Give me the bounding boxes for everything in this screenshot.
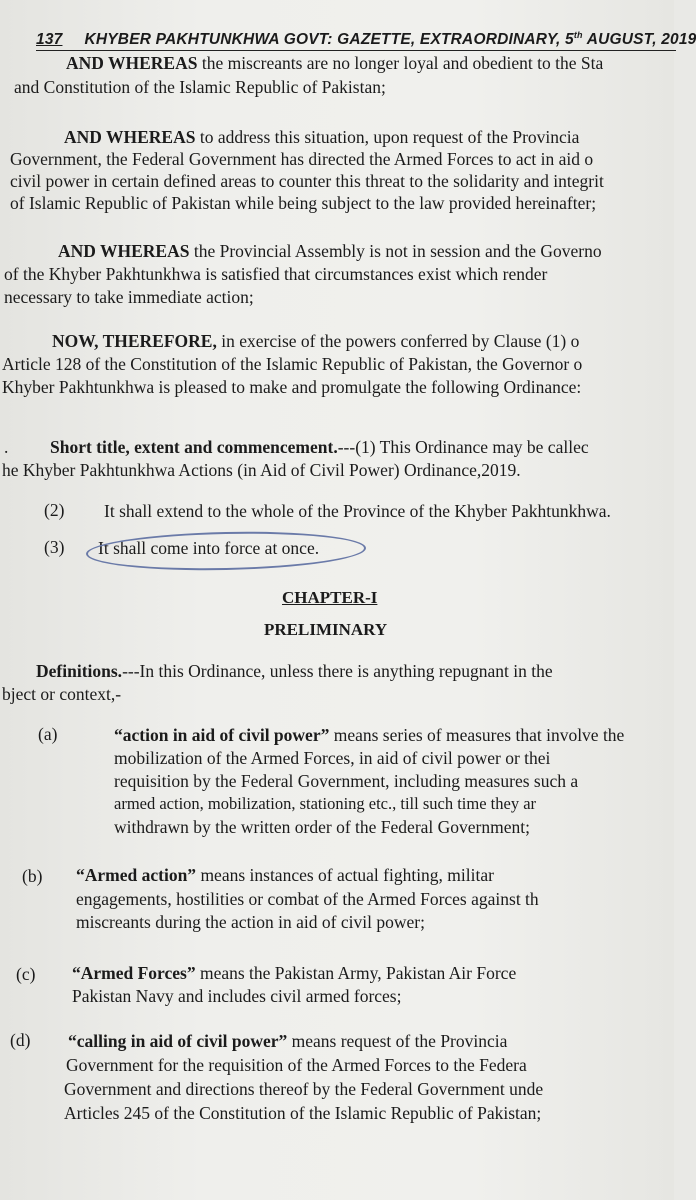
chapter-title: CHAPTER-I (282, 588, 378, 607)
def-b-term: “Armed action” (76, 865, 197, 885)
p4-line1 (52, 330, 579, 352)
p2-line1 (64, 126, 579, 148)
p4-text1: in exercise of the powers conferred by Clause (1) o (216, 331, 580, 351)
def-b-line2: engagements, hostilities or combat of the Armed Forces against th (76, 889, 539, 909)
definitions-text1: ---In this Ordinance, unless there is anything repugnant in the (122, 661, 553, 681)
def-d-line3: Government and directions thereof by the Federal Government unde (64, 1079, 544, 1099)
def-b-text1: means instances of actual fighting, militar (196, 865, 494, 885)
def-d-number: (d) (10, 1030, 31, 1050)
def-a-line1 (114, 724, 624, 746)
def-c-line1 (72, 962, 516, 984)
p2-text1: to address this situation, upon request of the Provincia (195, 127, 580, 147)
def-a-line3: requisition by the Federal Government, including measures such a (114, 771, 579, 791)
s1-text1: ---(1) This Ordinance may be callec (337, 437, 589, 457)
p3-lead: AND WHEREAS (58, 241, 190, 261)
page-header (36, 30, 696, 49)
def-b-line1 (76, 864, 494, 886)
definitions-lead: Definitions. (36, 661, 123, 681)
def-a-line5: withdrawn by the written order of the Federal Government; (114, 817, 530, 837)
s1-line1 (50, 436, 589, 458)
p4-line3: Khyber Pakhtunkhwa is pleased to make and promulgate the following Ordinance: (2, 377, 582, 397)
p2-line2: Government, the Federal Government has directed the Armed Forces to act in aid o (10, 149, 594, 169)
p4-lead: NOW, THEREFORE, (52, 331, 217, 351)
s1-2-number: (2) (44, 500, 65, 520)
s1-number: . (4, 437, 9, 457)
s1-lead: Short title, extent and commencement. (50, 437, 338, 457)
def-d-line4: Articles 245 of the Constitution of the Islamic Republic of Pakistan; (64, 1103, 542, 1123)
pen-circle-annotation (86, 529, 367, 573)
definitions-line1 (36, 660, 553, 682)
p4-line2: Article 128 of the Constitution of the Islamic Republic of Pakistan, the Governor o (2, 354, 583, 374)
def-a-line2: mobilization of the Armed Forces, in aid of civil power or thei (114, 748, 551, 768)
header-title-end: AUGUST, 2019 (582, 31, 696, 49)
def-b-number: (b) (22, 866, 43, 886)
s1-3-number: (3) (44, 537, 65, 557)
header-title-sup: th (573, 30, 583, 40)
def-d-line2: Government for the requisition of the Armed Forces to the Federa (66, 1055, 527, 1075)
s1-3-text: It shall come into force at once. (98, 538, 320, 558)
p3-text1: the Provincial Assembly is not in session and the Governo (189, 241, 602, 261)
def-a-number: (a) (38, 724, 58, 744)
def-c-line2: Pakistan Navy and includes civil armed forces; (72, 986, 402, 1006)
def-d-term: “calling in aid of civil power” (68, 1031, 288, 1051)
definitions-line2: bject or context,- (2, 684, 122, 704)
def-a-line4: armed action, mobilization, stationing etc., till such time they ar (114, 794, 537, 813)
header-rule (36, 50, 676, 51)
p2-line3: civil power in certain defined areas to counter this threat to the solidarity and integrit (10, 171, 604, 191)
page-number: 137 (36, 31, 63, 49)
def-b-line3: miscreants during the action in aid of civil power; (76, 912, 425, 932)
def-c-text1: means the Pakistan Army, Pakistan Air Force (195, 963, 517, 983)
def-c-number: (c) (16, 964, 36, 984)
header-title: KHYBER PAKHTUNKHWA GOVT: GAZETTE, EXTRAORDINARY, 5 (84, 31, 574, 49)
s1-line2: he Khyber Pakhtunkhwa Actions (in Aid of Civil Power) Ordinance,2019. (2, 460, 521, 480)
p2-lead: AND WHEREAS (64, 127, 196, 147)
def-c-term: “Armed Forces” (72, 963, 196, 983)
def-a-text1: means series of measures that involve the (329, 725, 625, 745)
p1-lead: AND WHEREAS (66, 53, 198, 73)
p1-line2: and Constitution of the Islamic Republic of Pakistan; (14, 77, 386, 97)
p3-line2: of the Khyber Pakhtunkhwa is satisfied that circumstances exist which render (4, 264, 548, 284)
p1-line1 (66, 52, 603, 74)
p3-line3: necessary to take immediate action; (4, 287, 254, 307)
p2-line4: of Islamic Republic of Pakistan while being subject to the law provided hereinafter; (10, 193, 597, 213)
p3-line1 (58, 240, 602, 262)
s1-2-text: It shall extend to the whole of the Province of the Khyber Pakhtunkhwa. (104, 501, 611, 521)
def-a-term: “action in aid of civil power” (114, 725, 330, 745)
def-d-text1: means request of the Provincia (287, 1031, 508, 1051)
def-d-line1 (68, 1030, 507, 1052)
chapter-subtitle: PRELIMINARY (264, 620, 388, 639)
p1-text1: the miscreants are no longer loyal and obedient to the Sta (197, 53, 604, 73)
